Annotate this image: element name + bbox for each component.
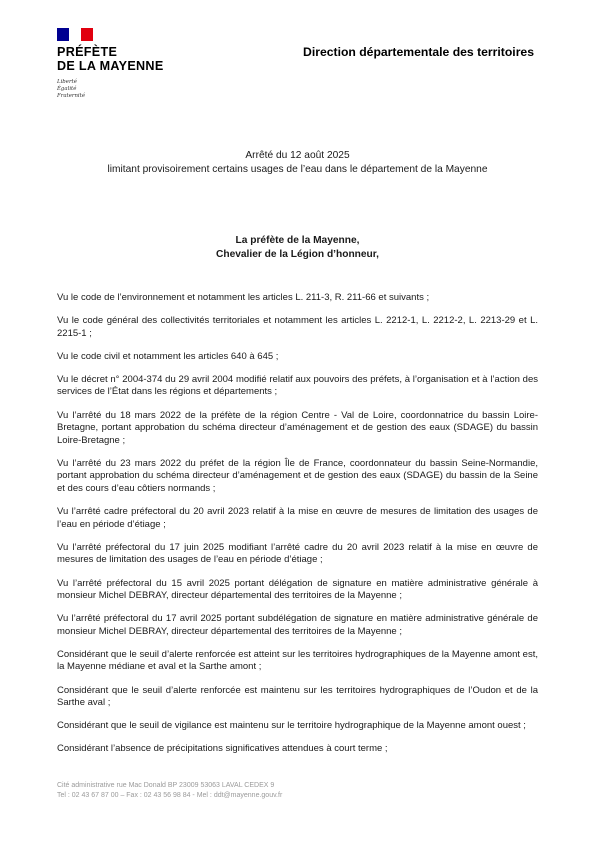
authority-distinction: Chevalier de la Légion d’honneur, — [215, 248, 380, 260]
issuing-direction: Direction départementale des territoires — [303, 45, 534, 59]
footer-contact: Tel : 02 43 67 87 00 – Fax : 02 43 56 98 84 - Mel : ddt@mayenne.gouv.fr — [57, 792, 283, 800]
recital-clause: Vu le code général des collectivités territoriales et notamment les articles L. 2212-1, L. 2212-2, L. 2213-29 et L. 2215-1 ; — [57, 315, 538, 339]
republic-motto — [57, 79, 187, 100]
recital-clause: Vu l’arrêté du 23 mars 2022 du préfet de la région Île de France, coordonnateur du bassin Seine-Normandie, portant approbation du schéma directeur d’aménagement et de gestion des eaux (SDAGE) du bassin de la Seine et des cours d’eau côtiers normands ; — [57, 457, 538, 495]
recital-clause: Considérant que le seuil d’alerte renforcée est maintenu sur les territoires hydrographiques de l’Oudon et de la Sarthe aval ; — [57, 684, 538, 709]
recital-clause: Vu le code civil et notamment les articles 640 à 645 ; — [57, 350, 279, 362]
motto-line: Égalité — [57, 86, 77, 92]
motto-line: Fraternité — [57, 93, 86, 99]
recital-clause: Considérant l’absence de précipitations significatives attendues à court terme ; — [57, 743, 388, 755]
contact-footer — [57, 781, 282, 801]
recital-clause: Vu l’arrêté préfectoral du 15 avril 2025 portant délégation de signature en matière administrative générale à monsieur Michel DEBRAY, directeur départemental des territoires de la Mayenne ; — [57, 577, 538, 602]
decree-date: Arrêté du 12 août 2025 — [245, 150, 350, 161]
decree-subject: limitant provisoirement certains usages de l’eau dans le département de la Mayenne — [107, 163, 488, 175]
motto-line: Liberté — [57, 79, 77, 85]
authority-title: La préfète de la Mayenne, — [235, 235, 360, 246]
recital-clause: Vu l’arrêté préfectoral du 17 juin 2025 modifiant l’arrêté cadre du 20 avril 2023 relatif à la mise en œuvre de mesures de limitation des usages de l’eau en période d’étiage ; — [57, 541, 538, 566]
recitals-list — [57, 292, 538, 756]
recital-clause: Considérant que le seuil d’alerte renforcée est atteint sur les territoires hydrographiques de la Mayenne amont est, la Mayenne médiane et aval et la Sarthe amont ; — [57, 648, 538, 673]
signing-authority — [57, 234, 538, 262]
recital-clause: Vu l’arrêté préfectoral du 17 avril 2025 portant subdélégation de signature en matière administrative générale de monsieur Michel DEBRAY, directeur départemental des territoires de la Mayenne ; — [57, 613, 538, 637]
recital-clause: Vu le code de l’environnement et notamment les articles L. 211-3, R. 211-66 et suivants ; — [57, 292, 430, 303]
prefecture-name-line: DE LA MAYENNE — [57, 59, 164, 73]
recital-clause: Vu l’arrêté cadre préfectoral du 20 avril 2023 relatif à la mise en œuvre de mesures de limitation des usages de l’eau en période d’étiage ; — [57, 506, 538, 530]
republic-flag-icon — [57, 28, 93, 41]
decree-title — [57, 149, 538, 176]
recital-clause: Considérant que le seuil de vigilance est maintenu sur le territoire hydrographique de la Mayenne amont ouest ; — [57, 720, 526, 732]
footer-address: Cité administrative rue Mac Donald BP 23009 53063 LAVAL CEDEX 9 — [57, 782, 275, 789]
prefecture-name — [57, 45, 187, 73]
prefecture-name-line: PRÉFÈTE — [57, 45, 118, 59]
prefecture-logo — [57, 28, 187, 100]
recital-clause: Vu le décret n° 2004-374 du 29 avril 2004 modifié relatif aux pouvoirs des préfets, à l’organisation et à l’action des services de l’État dans les régions et départements ; — [57, 373, 538, 398]
recital-clause: Vu l’arrêté du 18 mars 2022 de la préfète de la région Centre - Val de Loire, coordonnatrice du bassin Loire-Bretagne, portant approbation du schéma directeur d’aménagement et de gestion des eaux (SDAGE) du bassin Loire-Bretagne ; — [57, 409, 538, 446]
